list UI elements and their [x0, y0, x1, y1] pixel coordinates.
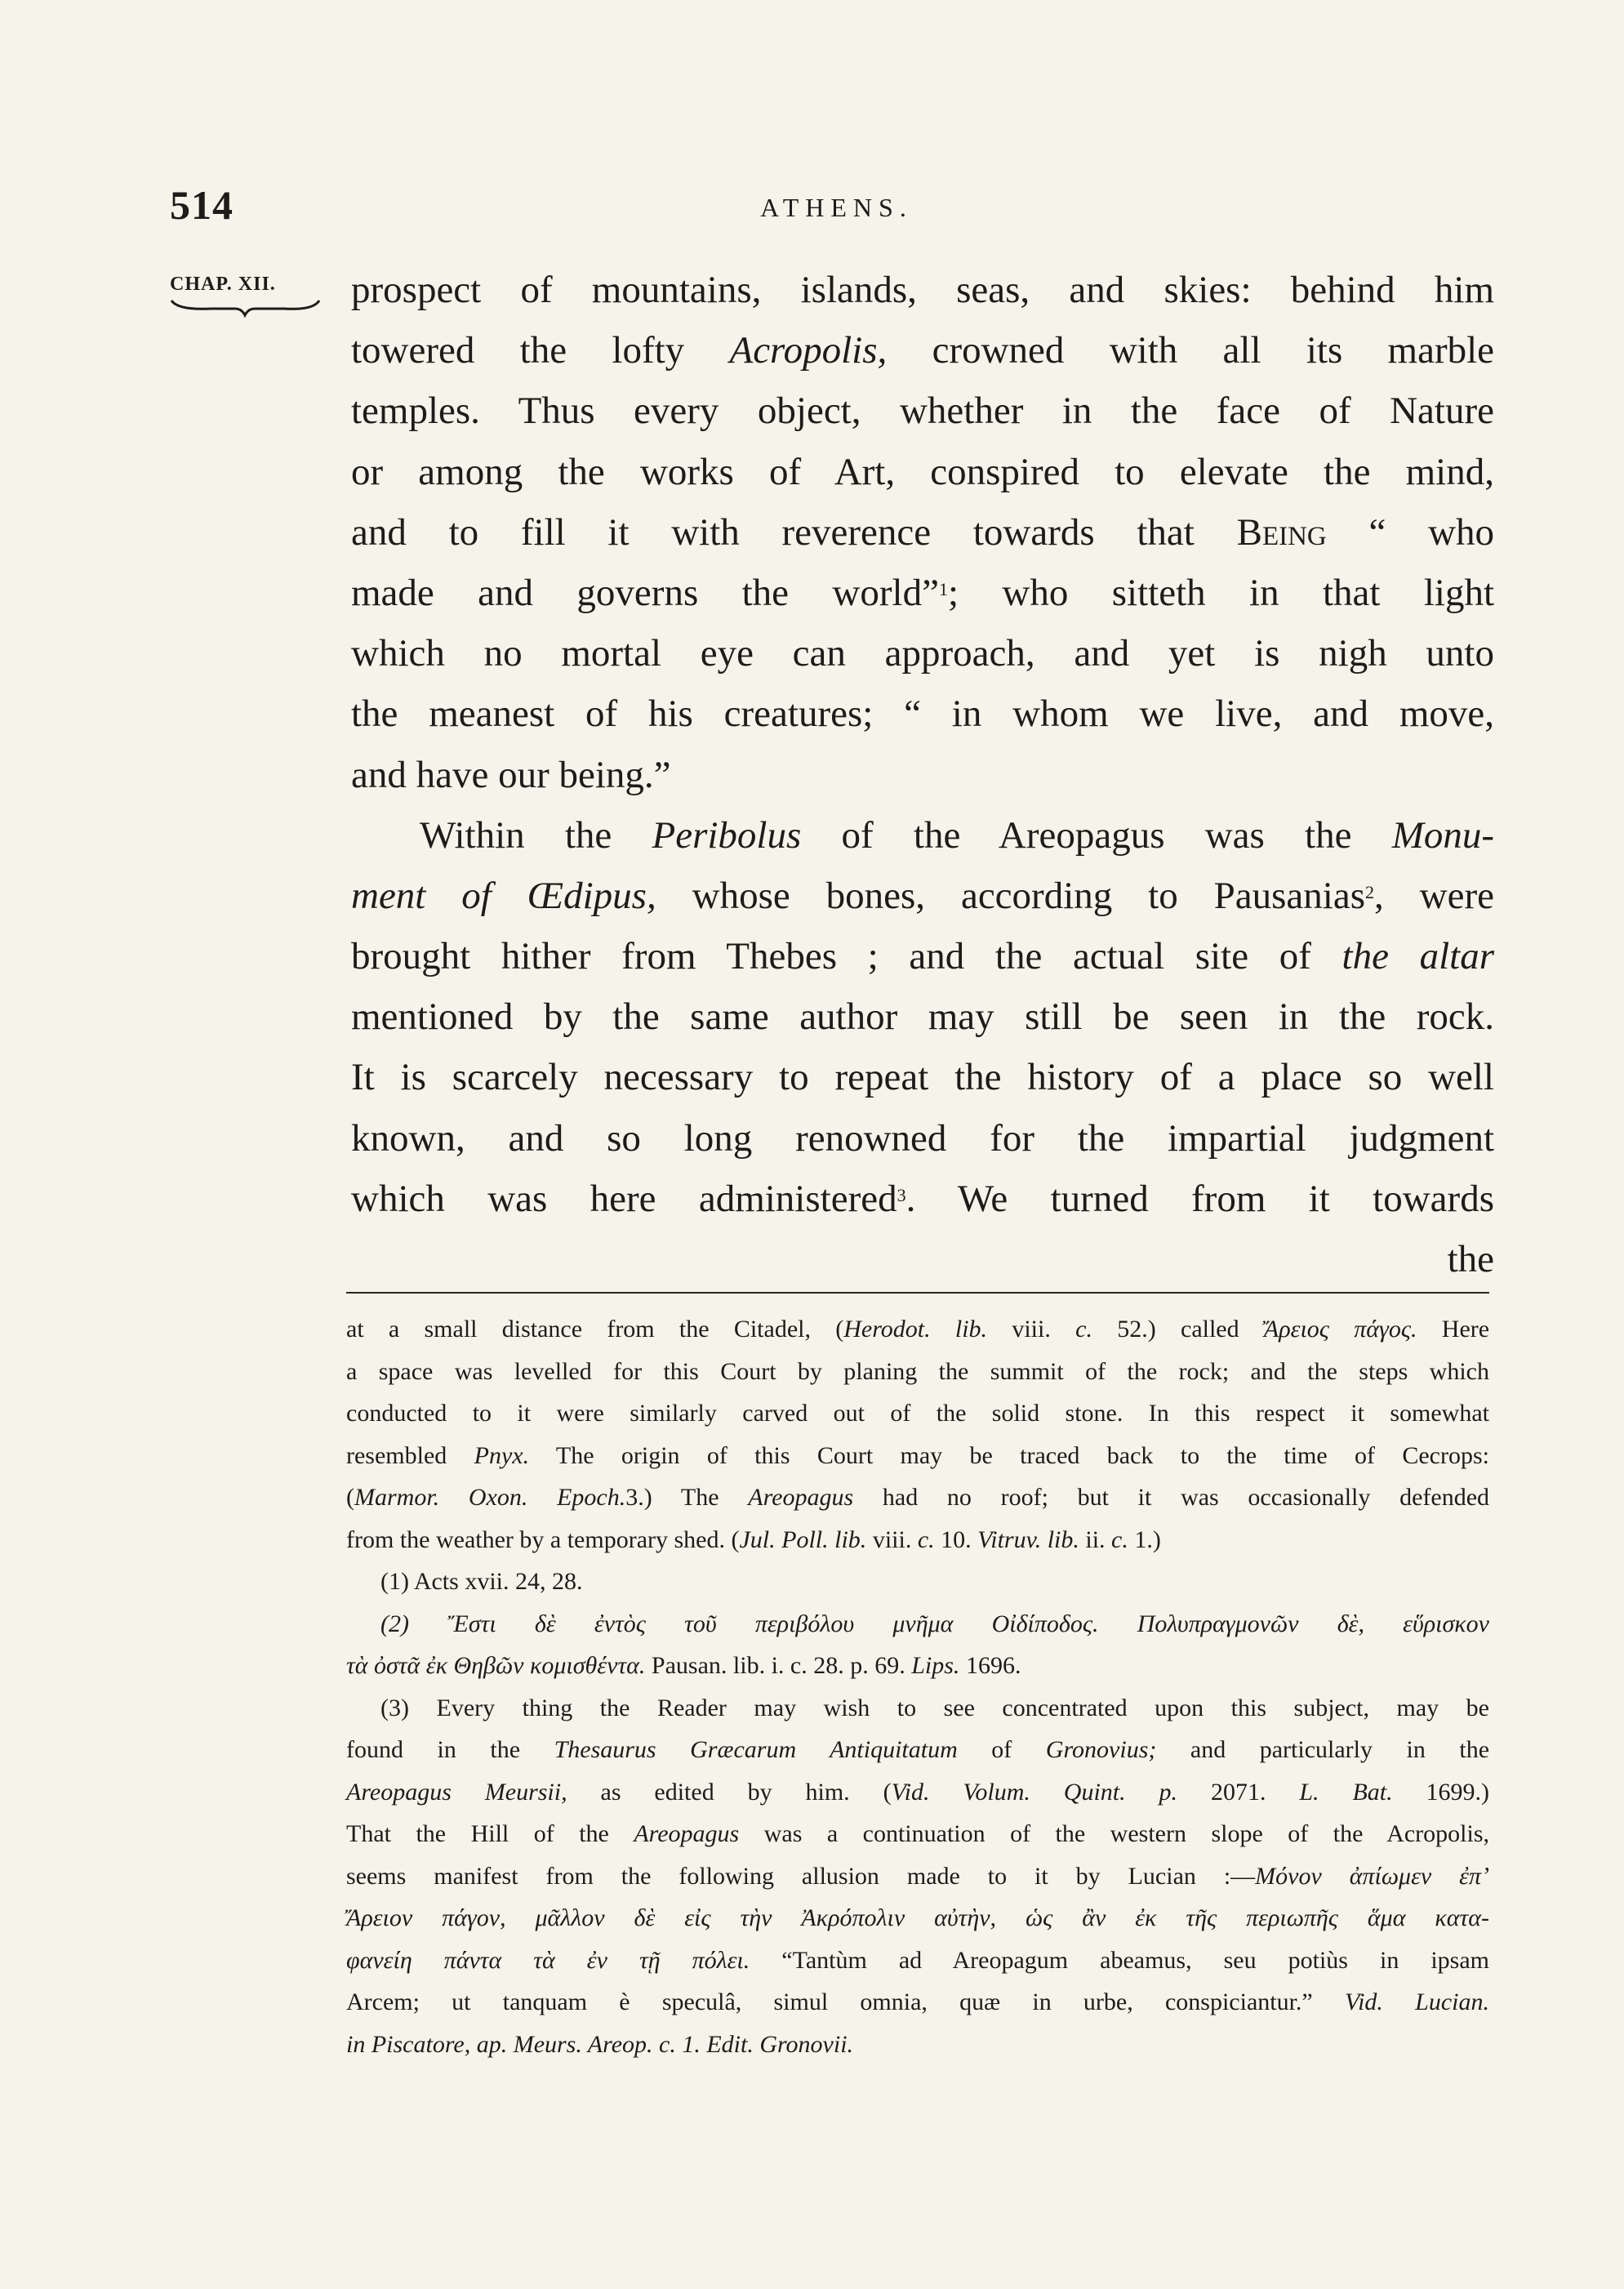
footnote-line: Arcem; ut tanquam è speculâ, simul omnia, quæ in urbe, conspiciantur.” Vid. Lucian. [346, 1988, 1489, 2015]
footnote-line: Areopagus Meursii, as edited by him. (Vid. Volum. Quint. p. 2071. L. Bat. 1699.) [346, 1778, 1490, 1806]
footnote-rule [346, 1292, 1489, 1294]
chapter-margin-note [170, 274, 321, 318]
body-line: ment of Œdipus, whose bones, according to Pausanias$^2$, were [351, 874, 1494, 917]
footnote-line: (Marmor. Oxon. Epoch.3.) The Areopagus had no roof; but it was occasionally defended [346, 1484, 1490, 1511]
body-line: Within the Peribolus of the Areopagus was the Monu- [420, 813, 1495, 857]
footnote-line: resembled Pnyx. The origin of this Court may be traced back to the time of Cecrops: [346, 1441, 1489, 1469]
footnote-line: found in the Thesaurus Græcarum Antiquitatum of Gronovius; and particularly in the [346, 1736, 1490, 1763]
running-head: ATHENS. [760, 193, 913, 222]
body-text [351, 260, 1494, 1289]
body-line: and to fill it with reverence towards that Being “ who [351, 510, 1495, 554]
footnote-line: conducted to it were similarly carved out of the solid stone. In this respect it somewhat [346, 1400, 1489, 1427]
footnote-line: a space was levelled for this Court by planing the summit of the rock; and the steps which [346, 1357, 1489, 1385]
body-line: It is scarcely necessary to repeat the history of a place so well [351, 1056, 1494, 1099]
body-line: known, and so long renowned for the impartial judgment [351, 1116, 1494, 1160]
body-line: temples. Thus every object, whether in the face of Nature [351, 390, 1494, 433]
footnote-line: τὰ ὀστᾶ ἐκ Θηβῶν κομισθέντα. Pausan. lib. i. c. 28. p. 69. Lips. 1696. [346, 1652, 1021, 1679]
footnote-1: (1) Acts xvii. 24, 28. [380, 1568, 583, 1595]
brace-ornament-icon [170, 297, 321, 318]
chapter-label: CHAP. XII. [170, 274, 276, 295]
footnote-3: (3) Every thing the Reader may wish to see concentrated upon this subject, may be [380, 1694, 1489, 1721]
footnote-ref: 3 [897, 1184, 906, 1205]
footnote-line: in Piscatore, ap. Meurs. Areop. c. 1. Edit. Gronovii. [346, 2030, 854, 2058]
catchword: the [1447, 1238, 1494, 1280]
footnote-line: seems manifest from the following allusion made to it by Lucian :—Μόνον ἀπίωμεν ἐπʼ [346, 1862, 1489, 1890]
body-line: towered the lofty Acropolis, crowned with all its marble [351, 329, 1495, 372]
footnote-line: from the weather by a temporary shed. (Jul. Poll. lib. viii. c. 10. Vitruv. lib. ii. c. 1.) [346, 1525, 1161, 1553]
footnote-ref: 1 [938, 578, 948, 599]
footnote-line: at a small distance from the Citadel, (Herodot. lib. viii. c. 52.) called Ἄρειος πάγος. Here [346, 1316, 1490, 1343]
body-line: which was here administered$^3$. We turned from it towards [351, 1177, 1494, 1220]
body-line: or among the works of Art, conspired to elevate the mind, [351, 450, 1494, 493]
page-number: 514 [170, 182, 234, 228]
footnote-line: φανείη πάντα τὰ ἐν τῇ πόλει. “Tantùm ad Areopagum abeamus, seu potiùs in ipsam [346, 1946, 1489, 1974]
body-line: and have our being.” [351, 753, 671, 796]
body-line: mentioned by the same author may still be seen in the rock. [351, 995, 1494, 1039]
body-line: the meanest of his creatures; “ in whom we live, and move, [351, 692, 1494, 736]
footnote-ref: 2 [1365, 881, 1375, 902]
footnote-line: Ἄρειον πάγον, μᾶλλον δὲ εἰς τὴν Ἀκρόπολιν αὐτὴν, ὡς ἂν ἐκ τῆς περιωπῆς ἅμα κατα- [346, 1904, 1489, 1931]
body-line: which no mortal eye can approach, and yet is nigh unto [351, 632, 1494, 675]
footnotes [346, 1308, 1489, 2065]
body-line: prospect of mountains, islands, seas, and skies: behind him [351, 269, 1494, 311]
body-line: brought hither from Thebes ; and the actual site of the altar [351, 935, 1495, 978]
footnote-2: (2) Ἔστι δὲ ἐντὸς τοῦ περιβόλου μνῆμα Οἰδίποδος. Πολυπραγμονῶν δὲ, εὕρισκον [380, 1610, 1489, 1637]
footnote-line: That the Hill of the Areopagus was a continuation of the western slope of the Acropolis, [346, 1820, 1490, 1847]
body-line: made and governs the world”$^1$; who sitteth in that light [351, 571, 1495, 614]
